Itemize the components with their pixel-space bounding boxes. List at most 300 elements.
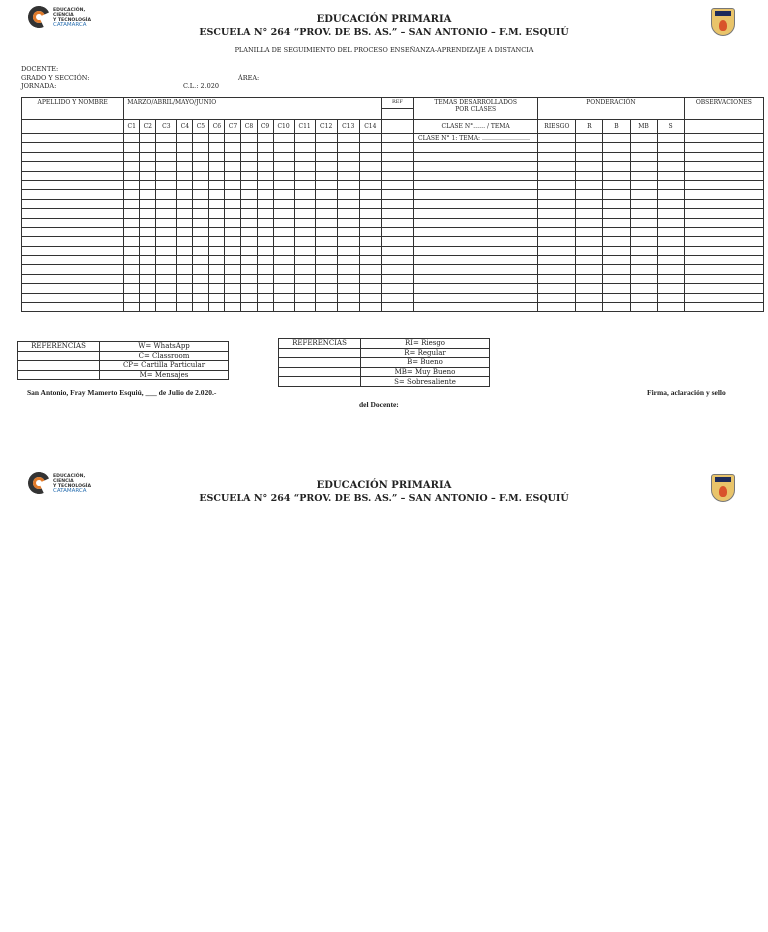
grid-cell[interactable]	[294, 171, 315, 180]
grid-cell[interactable]	[124, 246, 140, 255]
grid-cell[interactable]	[381, 246, 413, 255]
grid-cell[interactable]	[241, 256, 257, 265]
grid-cell[interactable]	[603, 246, 630, 255]
grid-cell[interactable]	[657, 152, 684, 161]
grid-cell[interactable]	[124, 134, 140, 143]
grid-cell[interactable]	[193, 218, 209, 227]
grid-cell[interactable]	[684, 303, 763, 312]
grid-cell[interactable]	[337, 209, 359, 218]
grid-cell[interactable]	[140, 209, 156, 218]
grid-cell[interactable]	[576, 265, 603, 274]
grid-cell[interactable]	[156, 246, 177, 255]
student-name-cell[interactable]	[22, 274, 124, 283]
clase-tema-cell[interactable]	[413, 246, 537, 255]
grid-cell[interactable]	[124, 180, 140, 189]
grid-cell[interactable]	[273, 180, 294, 189]
grid-cell[interactable]	[177, 274, 193, 283]
grid-cell[interactable]	[603, 190, 630, 199]
grid-cell[interactable]	[209, 227, 225, 236]
grid-cell[interactable]	[140, 246, 156, 255]
grid-cell[interactable]	[603, 199, 630, 208]
grid-cell[interactable]	[381, 265, 413, 274]
grid-cell[interactable]	[209, 256, 225, 265]
grid-cell[interactable]	[209, 152, 225, 161]
grid-cell[interactable]	[156, 218, 177, 227]
grid-cell[interactable]	[193, 190, 209, 199]
grid-cell[interactable]	[193, 293, 209, 302]
grid-cell[interactable]	[225, 152, 241, 161]
grid-cell[interactable]	[193, 171, 209, 180]
grid-cell[interactable]	[257, 274, 273, 283]
grid-cell[interactable]	[359, 246, 381, 255]
grid-cell[interactable]	[337, 303, 359, 312]
grid-cell[interactable]	[337, 237, 359, 246]
grid-cell[interactable]	[209, 303, 225, 312]
grid-cell[interactable]	[630, 265, 657, 274]
grid-cell[interactable]	[140, 303, 156, 312]
grid-cell[interactable]	[209, 143, 225, 152]
grid-cell[interactable]	[684, 143, 763, 152]
grid-cell[interactable]	[538, 237, 576, 246]
grid-cell[interactable]	[193, 237, 209, 246]
grid-cell[interactable]	[684, 237, 763, 246]
grid-cell[interactable]	[225, 190, 241, 199]
grid-cell[interactable]	[177, 180, 193, 189]
clase-tema-cell[interactable]	[413, 209, 537, 218]
grid-cell[interactable]	[684, 180, 763, 189]
grid-cell[interactable]	[177, 227, 193, 236]
grid-cell[interactable]	[177, 134, 193, 143]
grid-cell[interactable]	[124, 227, 140, 236]
grid-cell[interactable]	[257, 265, 273, 274]
grid-cell[interactable]	[257, 162, 273, 171]
grid-cell[interactable]	[124, 199, 140, 208]
grid-cell[interactable]	[337, 199, 359, 208]
grid-cell[interactable]	[630, 218, 657, 227]
grid-cell[interactable]	[684, 218, 763, 227]
grid-cell[interactable]	[140, 274, 156, 283]
grid-cell[interactable]	[225, 237, 241, 246]
grid-cell[interactable]	[273, 265, 294, 274]
grid-cell[interactable]	[337, 256, 359, 265]
clase-tema-cell[interactable]	[413, 162, 537, 171]
grid-cell[interactable]	[294, 180, 315, 189]
grid-cell[interactable]	[225, 171, 241, 180]
grid-cell[interactable]	[209, 218, 225, 227]
grid-cell[interactable]	[538, 227, 576, 236]
grid-cell[interactable]	[156, 274, 177, 283]
grid-cell[interactable]	[630, 303, 657, 312]
clase-tema-cell[interactable]	[413, 274, 537, 283]
grid-cell[interactable]	[603, 171, 630, 180]
grid-cell[interactable]	[657, 180, 684, 189]
grid-cell[interactable]	[630, 293, 657, 302]
grid-cell[interactable]	[315, 162, 337, 171]
grid-cell[interactable]	[337, 284, 359, 293]
grid-cell[interactable]	[630, 143, 657, 152]
grid-cell[interactable]	[209, 171, 225, 180]
grid-cell[interactable]	[294, 274, 315, 283]
ref-cell[interactable]	[381, 120, 413, 134]
grid-cell[interactable]	[156, 171, 177, 180]
grid-cell[interactable]	[257, 190, 273, 199]
grid-cell[interactable]	[257, 284, 273, 293]
grid-cell[interactable]	[225, 303, 241, 312]
grid-cell[interactable]	[209, 180, 225, 189]
grid-cell[interactable]	[576, 162, 603, 171]
grid-cell[interactable]	[657, 209, 684, 218]
grid-cell[interactable]	[156, 162, 177, 171]
grid-cell[interactable]	[359, 190, 381, 199]
grid-cell[interactable]	[576, 284, 603, 293]
grid-cell[interactable]	[630, 171, 657, 180]
clase-tema-cell[interactable]	[413, 293, 537, 302]
grid-cell[interactable]	[630, 209, 657, 218]
grid-cell[interactable]	[294, 218, 315, 227]
student-name-cell[interactable]	[22, 209, 124, 218]
grid-cell[interactable]	[337, 152, 359, 161]
grid-cell[interactable]	[381, 134, 413, 143]
grid-cell[interactable]	[209, 190, 225, 199]
grid-cell[interactable]	[124, 143, 140, 152]
grid-cell[interactable]	[538, 303, 576, 312]
grid-cell[interactable]	[294, 134, 315, 143]
grid-cell[interactable]	[140, 162, 156, 171]
grid-cell[interactable]	[294, 162, 315, 171]
grid-cell[interactable]	[315, 152, 337, 161]
grid-cell[interactable]	[538, 190, 576, 199]
grid-cell[interactable]	[294, 293, 315, 302]
grid-cell[interactable]	[257, 246, 273, 255]
grid-cell[interactable]	[140, 171, 156, 180]
grid-cell[interactable]	[576, 303, 603, 312]
student-name-cell[interactable]	[22, 237, 124, 246]
grid-cell[interactable]	[603, 284, 630, 293]
grid-cell[interactable]	[273, 293, 294, 302]
grid-cell[interactable]	[381, 284, 413, 293]
grid-cell[interactable]	[337, 246, 359, 255]
grid-cell[interactable]	[630, 227, 657, 236]
grid-cell[interactable]	[576, 134, 603, 143]
grid-cell[interactable]	[381, 171, 413, 180]
clase-tema-cell[interactable]	[413, 256, 537, 265]
grid-cell[interactable]	[193, 274, 209, 283]
grid-cell[interactable]	[294, 209, 315, 218]
grid-cell[interactable]	[657, 265, 684, 274]
grid-cell[interactable]	[177, 293, 193, 302]
grid-cell[interactable]	[603, 152, 630, 161]
grid-cell[interactable]	[241, 209, 257, 218]
grid-cell[interactable]	[359, 303, 381, 312]
grid-cell[interactable]	[337, 218, 359, 227]
grid-cell[interactable]	[337, 293, 359, 302]
grid-cell[interactable]	[576, 246, 603, 255]
grid-cell[interactable]	[315, 218, 337, 227]
grid-cell[interactable]	[576, 180, 603, 189]
grid-cell[interactable]	[359, 237, 381, 246]
student-name-cell[interactable]	[22, 303, 124, 312]
grid-cell[interactable]	[140, 134, 156, 143]
grid-cell[interactable]	[225, 134, 241, 143]
grid-cell[interactable]	[257, 152, 273, 161]
grid-cell[interactable]	[273, 171, 294, 180]
grid-cell[interactable]	[657, 199, 684, 208]
name-cell[interactable]	[22, 120, 124, 134]
grid-cell[interactable]	[193, 143, 209, 152]
grid-cell[interactable]	[603, 134, 630, 143]
grid-cell[interactable]	[225, 227, 241, 236]
grid-cell[interactable]	[684, 190, 763, 199]
grid-cell[interactable]	[294, 246, 315, 255]
grid-cell[interactable]	[273, 209, 294, 218]
grid-cell[interactable]	[225, 246, 241, 255]
grid-cell[interactable]	[241, 199, 257, 208]
grid-cell[interactable]	[315, 237, 337, 246]
grid-cell[interactable]	[273, 199, 294, 208]
grid-cell[interactable]	[337, 143, 359, 152]
grid-cell[interactable]	[140, 180, 156, 189]
grid-cell[interactable]	[193, 265, 209, 274]
grid-cell[interactable]	[140, 218, 156, 227]
student-name-cell[interactable]	[22, 134, 124, 143]
grid-cell[interactable]	[225, 265, 241, 274]
grid-cell[interactable]	[156, 180, 177, 189]
grid-cell[interactable]	[124, 152, 140, 161]
grid-cell[interactable]	[294, 284, 315, 293]
grid-cell[interactable]	[294, 256, 315, 265]
clase-tema-cell[interactable]	[413, 218, 537, 227]
clase-tema-cell[interactable]	[413, 171, 537, 180]
grid-cell[interactable]	[359, 143, 381, 152]
grid-cell[interactable]	[684, 265, 763, 274]
grid-cell[interactable]	[177, 199, 193, 208]
grid-cell[interactable]	[381, 162, 413, 171]
grid-cell[interactable]	[156, 143, 177, 152]
grid-cell[interactable]	[225, 180, 241, 189]
grid-cell[interactable]	[177, 162, 193, 171]
grid-cell[interactable]	[257, 218, 273, 227]
grid-cell[interactable]	[273, 274, 294, 283]
grid-cell[interactable]	[257, 293, 273, 302]
clase-tema-cell[interactable]	[413, 190, 537, 199]
grid-cell[interactable]	[538, 265, 576, 274]
grid-cell[interactable]	[630, 256, 657, 265]
student-name-cell[interactable]	[22, 190, 124, 199]
clase-tema-cell[interactable]	[413, 143, 537, 152]
grid-cell[interactable]	[273, 284, 294, 293]
obs-cell[interactable]	[684, 120, 763, 134]
grid-cell[interactable]	[576, 171, 603, 180]
grid-cell[interactable]	[193, 227, 209, 236]
grid-cell[interactable]	[630, 152, 657, 161]
student-name-cell[interactable]	[22, 284, 124, 293]
grid-cell[interactable]	[315, 265, 337, 274]
grid-cell[interactable]	[657, 134, 684, 143]
grid-cell[interactable]	[209, 162, 225, 171]
grid-cell[interactable]	[209, 293, 225, 302]
grid-cell[interactable]	[381, 256, 413, 265]
grid-cell[interactable]	[337, 190, 359, 199]
grid-cell[interactable]	[294, 199, 315, 208]
grid-cell[interactable]	[576, 190, 603, 199]
grid-cell[interactable]	[576, 152, 603, 161]
grid-cell[interactable]	[315, 274, 337, 283]
grid-cell[interactable]	[225, 199, 241, 208]
grid-cell[interactable]	[156, 199, 177, 208]
grid-cell[interactable]	[630, 199, 657, 208]
grid-cell[interactable]	[337, 171, 359, 180]
grid-cell[interactable]	[657, 256, 684, 265]
grid-cell[interactable]	[257, 199, 273, 208]
grid-cell[interactable]	[576, 227, 603, 236]
grid-cell[interactable]	[193, 152, 209, 161]
grid-cell[interactable]	[359, 256, 381, 265]
grid-cell[interactable]	[315, 190, 337, 199]
grid-cell[interactable]	[576, 256, 603, 265]
grid-cell[interactable]	[337, 227, 359, 236]
grid-cell[interactable]	[156, 265, 177, 274]
grid-cell[interactable]	[241, 218, 257, 227]
grid-cell[interactable]	[273, 190, 294, 199]
grid-cell[interactable]	[359, 152, 381, 161]
grid-cell[interactable]	[381, 293, 413, 302]
student-name-cell[interactable]	[22, 246, 124, 255]
grid-cell[interactable]	[576, 199, 603, 208]
grid-cell[interactable]	[241, 171, 257, 180]
grid-cell[interactable]	[684, 293, 763, 302]
grid-cell[interactable]	[241, 134, 257, 143]
grid-cell[interactable]	[124, 293, 140, 302]
grid-cell[interactable]	[177, 265, 193, 274]
grid-cell[interactable]	[315, 256, 337, 265]
grid-cell[interactable]	[576, 293, 603, 302]
grid-cell[interactable]	[538, 134, 576, 143]
grid-cell[interactable]	[225, 218, 241, 227]
grid-cell[interactable]	[538, 209, 576, 218]
grid-cell[interactable]	[241, 265, 257, 274]
grid-cell[interactable]	[603, 256, 630, 265]
grid-cell[interactable]	[630, 180, 657, 189]
grid-cell[interactable]	[273, 134, 294, 143]
grid-cell[interactable]	[603, 162, 630, 171]
grid-cell[interactable]	[156, 284, 177, 293]
grid-cell[interactable]	[273, 246, 294, 255]
grid-cell[interactable]	[684, 274, 763, 283]
student-name-cell[interactable]	[22, 152, 124, 161]
grid-cell[interactable]	[273, 152, 294, 161]
grid-cell[interactable]	[538, 143, 576, 152]
grid-cell[interactable]	[140, 265, 156, 274]
grid-cell[interactable]	[124, 256, 140, 265]
clase-tema-cell[interactable]: CLASE N° 1: TEMA: ……………………	[413, 134, 537, 143]
grid-cell[interactable]	[241, 227, 257, 236]
grid-cell[interactable]	[177, 237, 193, 246]
grid-cell[interactable]	[273, 227, 294, 236]
grid-cell[interactable]	[359, 199, 381, 208]
clase-tema-cell[interactable]	[413, 265, 537, 274]
grid-cell[interactable]	[630, 162, 657, 171]
grid-cell[interactable]	[257, 227, 273, 236]
grid-cell[interactable]	[603, 274, 630, 283]
grid-cell[interactable]	[657, 293, 684, 302]
grid-cell[interactable]	[538, 180, 576, 189]
grid-cell[interactable]	[657, 171, 684, 180]
grid-cell[interactable]	[257, 171, 273, 180]
grid-cell[interactable]	[381, 274, 413, 283]
grid-cell[interactable]	[315, 171, 337, 180]
grid-cell[interactable]	[381, 143, 413, 152]
clase-tema-cell[interactable]	[413, 199, 537, 208]
grid-cell[interactable]	[140, 284, 156, 293]
grid-cell[interactable]	[225, 274, 241, 283]
grid-cell[interactable]	[576, 143, 603, 152]
grid-cell[interactable]	[177, 190, 193, 199]
grid-cell[interactable]	[294, 143, 315, 152]
grid-cell[interactable]	[603, 293, 630, 302]
grid-cell[interactable]	[156, 256, 177, 265]
grid-cell[interactable]	[140, 190, 156, 199]
grid-cell[interactable]	[294, 303, 315, 312]
grid-cell[interactable]	[140, 152, 156, 161]
grid-cell[interactable]	[315, 180, 337, 189]
grid-cell[interactable]	[177, 152, 193, 161]
grid-cell[interactable]	[315, 246, 337, 255]
grid-cell[interactable]	[156, 227, 177, 236]
grid-cell[interactable]	[241, 284, 257, 293]
grid-cell[interactable]	[257, 237, 273, 246]
grid-cell[interactable]	[684, 209, 763, 218]
grid-cell[interactable]	[156, 237, 177, 246]
clase-tema-cell[interactable]	[413, 227, 537, 236]
grid-cell[interactable]	[273, 256, 294, 265]
clase-tema-cell[interactable]	[413, 284, 537, 293]
grid-cell[interactable]	[124, 274, 140, 283]
grid-cell[interactable]	[657, 227, 684, 236]
grid-cell[interactable]	[359, 180, 381, 189]
grid-cell[interactable]	[538, 171, 576, 180]
grid-cell[interactable]	[576, 237, 603, 246]
grid-cell[interactable]	[193, 209, 209, 218]
grid-cell[interactable]	[177, 256, 193, 265]
grid-cell[interactable]	[209, 134, 225, 143]
grid-cell[interactable]	[140, 227, 156, 236]
grid-cell[interactable]	[177, 209, 193, 218]
grid-cell[interactable]	[124, 171, 140, 180]
grid-cell[interactable]	[315, 143, 337, 152]
grid-cell[interactable]	[657, 218, 684, 227]
grid-cell[interactable]	[657, 303, 684, 312]
grid-cell[interactable]	[657, 237, 684, 246]
grid-cell[interactable]	[538, 246, 576, 255]
grid-cell[interactable]	[257, 256, 273, 265]
grid-cell[interactable]	[294, 190, 315, 199]
grid-cell[interactable]	[315, 199, 337, 208]
grid-cell[interactable]	[630, 134, 657, 143]
grid-cell[interactable]	[538, 293, 576, 302]
grid-cell[interactable]	[156, 190, 177, 199]
grid-cell[interactable]	[273, 143, 294, 152]
grid-cell[interactable]	[684, 152, 763, 161]
grid-cell[interactable]	[193, 256, 209, 265]
grid-cell[interactable]	[156, 303, 177, 312]
grid-cell[interactable]	[359, 218, 381, 227]
grid-cell[interactable]	[359, 265, 381, 274]
grid-cell[interactable]	[209, 265, 225, 274]
student-name-cell[interactable]	[22, 265, 124, 274]
grid-cell[interactable]	[630, 284, 657, 293]
grid-cell[interactable]	[241, 190, 257, 199]
student-name-cell[interactable]	[22, 293, 124, 302]
